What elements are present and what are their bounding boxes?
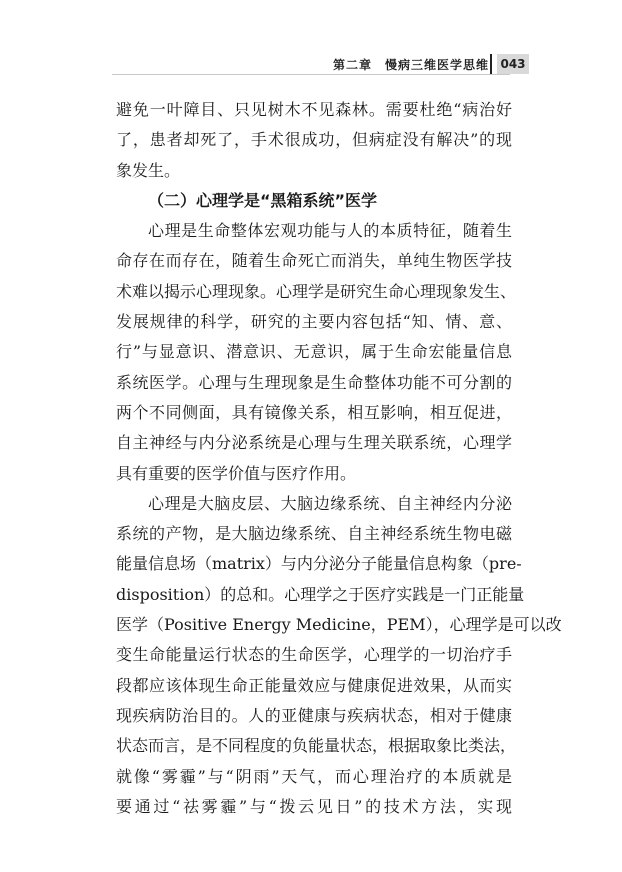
page-number: 043: [497, 54, 529, 74]
text-line: 心理是生命整体宏观功能与人的本质特征，随着生: [148, 221, 512, 241]
text-line: 术难以揭示心理现象。心理学是研究生命心理现象发生、: [116, 281, 517, 301]
header-rule: [112, 74, 510, 75]
section-heading: （二）心理学是“黑箱系统”医学: [148, 190, 378, 210]
text-line: 行”与显意识、潜意识、无意识，属于生命宏能量信息: [116, 342, 512, 362]
header-separator: [490, 54, 492, 74]
text-line: 具有重要的医学价值与医疗作用。: [116, 463, 357, 483]
text-line: 象发生。: [116, 160, 181, 180]
text-line: 变生命能量运行状态的生命医学，心理学的一切治疗手: [116, 645, 512, 665]
text-line: 心理是大脑皮层、大脑边缘系统、自主神经内分泌: [148, 493, 512, 513]
text-line: 两个不同侧面，具有镜像关系，相互影响，相互促进，: [116, 402, 512, 422]
running-title: 第二章 慢病三维医学思维: [332, 58, 489, 72]
text-line: 自主神经与内分泌系统是心理与生理关联系统，心理学: [116, 433, 512, 453]
body-text: [116, 95, 562, 822]
text-line: disposition）的总和。心理学之于医疗实践是一门正能量: [116, 584, 525, 604]
text-line: 就像“雾霾”与“阴雨”天气，而心理治疗的本质就是: [116, 766, 512, 786]
text-line: 命存在而存在，随着生命死亡而消失，单纯生物医学技: [116, 251, 512, 271]
text-line: 能量信息场（matrix）与内分泌分子能量信息构象（pre-: [116, 554, 522, 574]
text-line: 段都应该体现生命正能量效应与健康促进效果，从而实: [116, 675, 512, 695]
text-line: 系统医学。心理与生理现象是生命整体功能不可分割的: [116, 372, 512, 392]
text-line: 发展规律的科学，研究的主要内容包括“知、情、意、: [116, 312, 512, 332]
text-line: 要通过“祛雾霾”与“拨云见日”的技术方法，实现: [116, 796, 512, 816]
text-line: 了，患者却死了，手术很成功，但病症没有解决”的现: [116, 130, 512, 150]
text-line: 医学（Positive Energy Medicine，PEM），心理学是可以改: [116, 615, 562, 635]
text-line: 系统的产物，是大脑边缘系统、自主神经系统生物电磁: [116, 524, 512, 544]
text-line: 现疾病防治目的。人的亚健康与疾病状态，相对于健康: [116, 705, 512, 725]
text-line: 避免一叶障目、只见树木不见森林。需要杜绝“病治好: [116, 100, 512, 119]
text-line: 状态而言，是不同程度的负能量状态，根据取象比类法，: [116, 736, 517, 756]
running-header: [0, 54, 622, 76]
